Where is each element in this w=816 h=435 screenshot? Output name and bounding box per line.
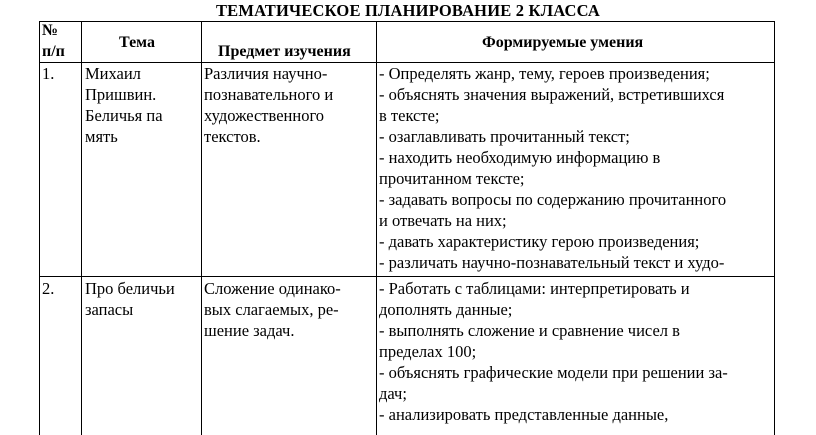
page-title: ТЕМАТИЧЕСКОЕ ПЛАНИРОВАНИЕ 2 КЛАССА: [215, 1, 601, 20]
row2-subject: [204, 278, 376, 341]
col-divider-2: [201, 21, 202, 435]
row1-topic-line: Михаил: [85, 64, 141, 83]
row1-skills: [379, 63, 774, 273]
row1-skill-line: - объяснять значения выражений, встретившихся: [379, 85, 725, 104]
table-left-border: [39, 21, 40, 435]
row1-skill-line: - различать научно-познавательный текст и худо-: [379, 253, 725, 272]
row1-topic-line: Пришвин.: [85, 85, 157, 104]
row1-skill-line: - давать характеристику герою произведения;: [379, 232, 700, 251]
row2-topic-line: запасы: [85, 300, 134, 319]
row1-subject-line: текстов.: [204, 127, 261, 146]
header-topic: Тема: [119, 34, 155, 51]
row2-subject-line: вых слагаемых, ре-: [204, 300, 339, 319]
header-skills: Формируемые умения: [482, 34, 644, 51]
row1-number: 1.: [42, 64, 55, 83]
row1-skill-line: в тексте;: [379, 106, 440, 125]
header-number-label: п/п: [42, 43, 65, 60]
row-separator: [39, 276, 775, 277]
table-top-border: [39, 21, 775, 22]
row1-topic-line: мять: [85, 127, 118, 146]
row2-skills: [379, 278, 774, 425]
row2-subject-line: шение задач.: [204, 321, 295, 340]
row1-skill-line: и отвечать на них;: [379, 211, 507, 230]
row2-skill-line: - Работать с таблицами: интерпретировать и: [379, 279, 690, 298]
row1-skill-line: - Определять жанр, тему, героев произведения;: [379, 64, 710, 83]
row2-skill-line: пределах 100;: [379, 342, 477, 361]
row1-topic: [85, 63, 201, 147]
row2-skill-line: - объяснять графические модели при решении за-: [379, 363, 728, 382]
row1-skill-line: - задавать вопросы по содержанию прочитанного: [379, 190, 727, 209]
table-right-border: [774, 21, 775, 435]
row1-skill-line: - озаглавливать прочитанный текст;: [379, 127, 630, 146]
row2-skill-line: дополнять данные;: [379, 300, 513, 319]
col-divider-3: [376, 21, 377, 435]
row1-subject-line: Различия научно-: [204, 64, 328, 83]
row1-topic-line: Беличья па: [85, 106, 163, 125]
row2-skill-line: - анализировать представленные данные,: [379, 405, 669, 424]
header-number-symbol: №: [42, 22, 59, 39]
row1-subject: [204, 63, 376, 147]
row2-topic-line: Про беличьи: [85, 279, 175, 298]
row2-topic: [85, 278, 201, 320]
row1-skill-line: - находить необходимую информацию в: [379, 148, 661, 167]
header-subject: Предмет изучения: [218, 43, 351, 60]
col-divider-1: [81, 21, 82, 435]
row2-number: 2.: [42, 279, 55, 298]
row1-skill-line: прочитанном тексте;: [379, 169, 525, 188]
row2-subject-line: Сложение одинако-: [204, 279, 341, 298]
row2-skill-line: - выполнять сложение и сравнение чисел в: [379, 321, 680, 340]
row1-subject-line: познавательного и: [204, 85, 334, 104]
row1-subject-line: художественного: [204, 106, 325, 125]
row2-skill-line: дач;: [379, 384, 407, 403]
